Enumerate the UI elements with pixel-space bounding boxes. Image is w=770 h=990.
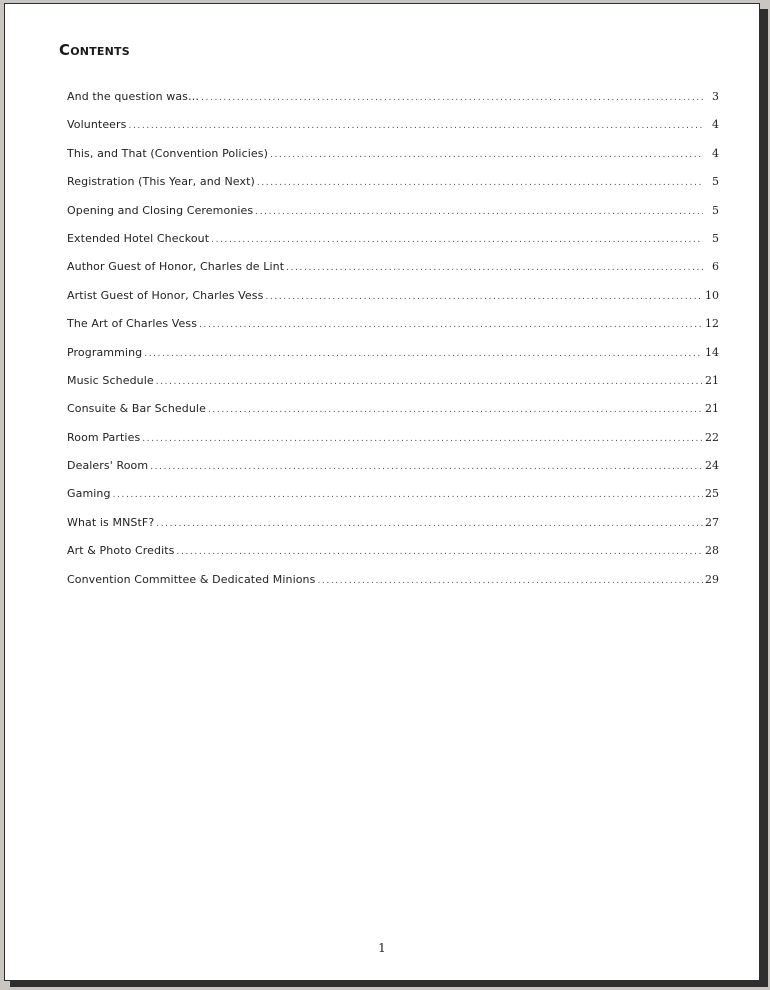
toc-entry-label: Extended Hotel Checkout: [67, 231, 210, 245]
toc-entry-page: 14: [705, 345, 719, 359]
toc-dot-leader: [129, 121, 703, 131]
toc-dot-leader: [201, 93, 703, 103]
toc-entry-page: 27: [705, 515, 719, 529]
toc-dot-leader: [177, 547, 703, 557]
toc-entry[interactable]: [67, 317, 719, 345]
page-title: Contents: [59, 41, 130, 59]
toc-entry-label: Volunteers: [67, 118, 127, 132]
toc-entry[interactable]: [67, 118, 719, 146]
toc-entry[interactable]: [67, 402, 719, 430]
toc-dot-leader: [257, 178, 703, 188]
toc-entry[interactable]: [67, 374, 719, 402]
toc-entry-label: Convention Committee & Dedicated Minions: [67, 572, 316, 586]
toc-entry-label: Author Guest of Honor, Charles de Lint: [67, 260, 285, 274]
toc-entry-label: Artist Guest of Honor, Charles Vess: [67, 288, 264, 302]
toc-entry-label: Dealers' Room: [67, 459, 149, 473]
toc-entry-label: Gaming: [67, 487, 111, 501]
toc-entry-label: Art & Photo Credits: [67, 544, 175, 558]
toc-dot-leader: [208, 405, 703, 415]
toc-dot-leader: [255, 207, 703, 217]
toc-entry-page: 25: [705, 487, 719, 501]
toc-entry[interactable]: [67, 459, 719, 487]
toc-entry-page: 21: [705, 373, 719, 387]
toc-dot-leader: [317, 576, 703, 586]
toc-entry-page: 3: [712, 90, 719, 103]
toc-entry-page: 4: [712, 146, 719, 160]
toc-entry-label: The Art of Charles Vess: [67, 317, 198, 331]
toc-entry-page: 4: [712, 118, 719, 132]
toc-entry-page: 28: [705, 544, 719, 558]
toc-entry-page: 5: [712, 203, 719, 217]
toc-entry-label: Registration (This Year, and Next): [67, 175, 255, 189]
toc-entry-page: 12: [705, 317, 719, 331]
toc-entry[interactable]: [67, 487, 719, 515]
toc-entry[interactable]: [67, 90, 719, 118]
toc-entry-page: 10: [705, 288, 719, 302]
toc-entry[interactable]: [67, 573, 719, 601]
toc-entry-page: 22: [705, 430, 719, 444]
toc-entry-label: Consuite & Bar Schedule: [67, 402, 206, 416]
toc-dot-leader: [286, 263, 703, 273]
toc-entry-label: What is MNStF?: [67, 515, 155, 529]
toc-dot-leader: [144, 349, 703, 359]
document-page: [4, 3, 760, 981]
toc-dot-leader: [156, 519, 703, 529]
toc-entry[interactable]: [67, 260, 719, 288]
toc-dot-leader: [150, 462, 703, 472]
toc-entry-label: Opening and Closing Ceremonies: [67, 203, 254, 217]
toc-entry[interactable]: [67, 147, 719, 175]
toc-entry[interactable]: [67, 175, 719, 203]
toc-entry-label: This, and That (Convention Policies): [67, 146, 268, 160]
toc-entry-page: 5: [712, 175, 719, 189]
toc-entry[interactable]: [67, 346, 719, 374]
toc-entry[interactable]: [67, 431, 719, 459]
toc-dot-leader: [142, 434, 703, 444]
toc-dot-leader: [211, 235, 703, 245]
toc-entry[interactable]: [67, 516, 719, 544]
toc-dot-leader: [113, 490, 703, 500]
table-of-contents: [67, 90, 719, 601]
toc-entry[interactable]: [67, 232, 719, 260]
toc-dot-leader: [265, 292, 703, 302]
toc-entry-page: 24: [705, 459, 719, 473]
toc-dot-leader: [199, 320, 703, 330]
toc-entry-page: 5: [712, 231, 719, 245]
toc-dot-leader: [156, 377, 703, 387]
toc-dot-leader: [270, 150, 703, 160]
toc-entry-label: Music Schedule: [67, 373, 154, 387]
toc-entry-page: 6: [712, 260, 719, 274]
toc-entry-page: 21: [705, 402, 719, 416]
toc-entry[interactable]: [67, 544, 719, 572]
toc-entry-page: 29: [705, 572, 719, 586]
toc-entry[interactable]: [67, 289, 719, 317]
toc-entry-label: Room Parties: [67, 430, 141, 444]
toc-entry-label: And the question was…: [67, 90, 200, 103]
toc-entry-label: Programming: [67, 345, 143, 359]
toc-entry[interactable]: [67, 204, 719, 232]
page-number: 1: [378, 941, 386, 955]
